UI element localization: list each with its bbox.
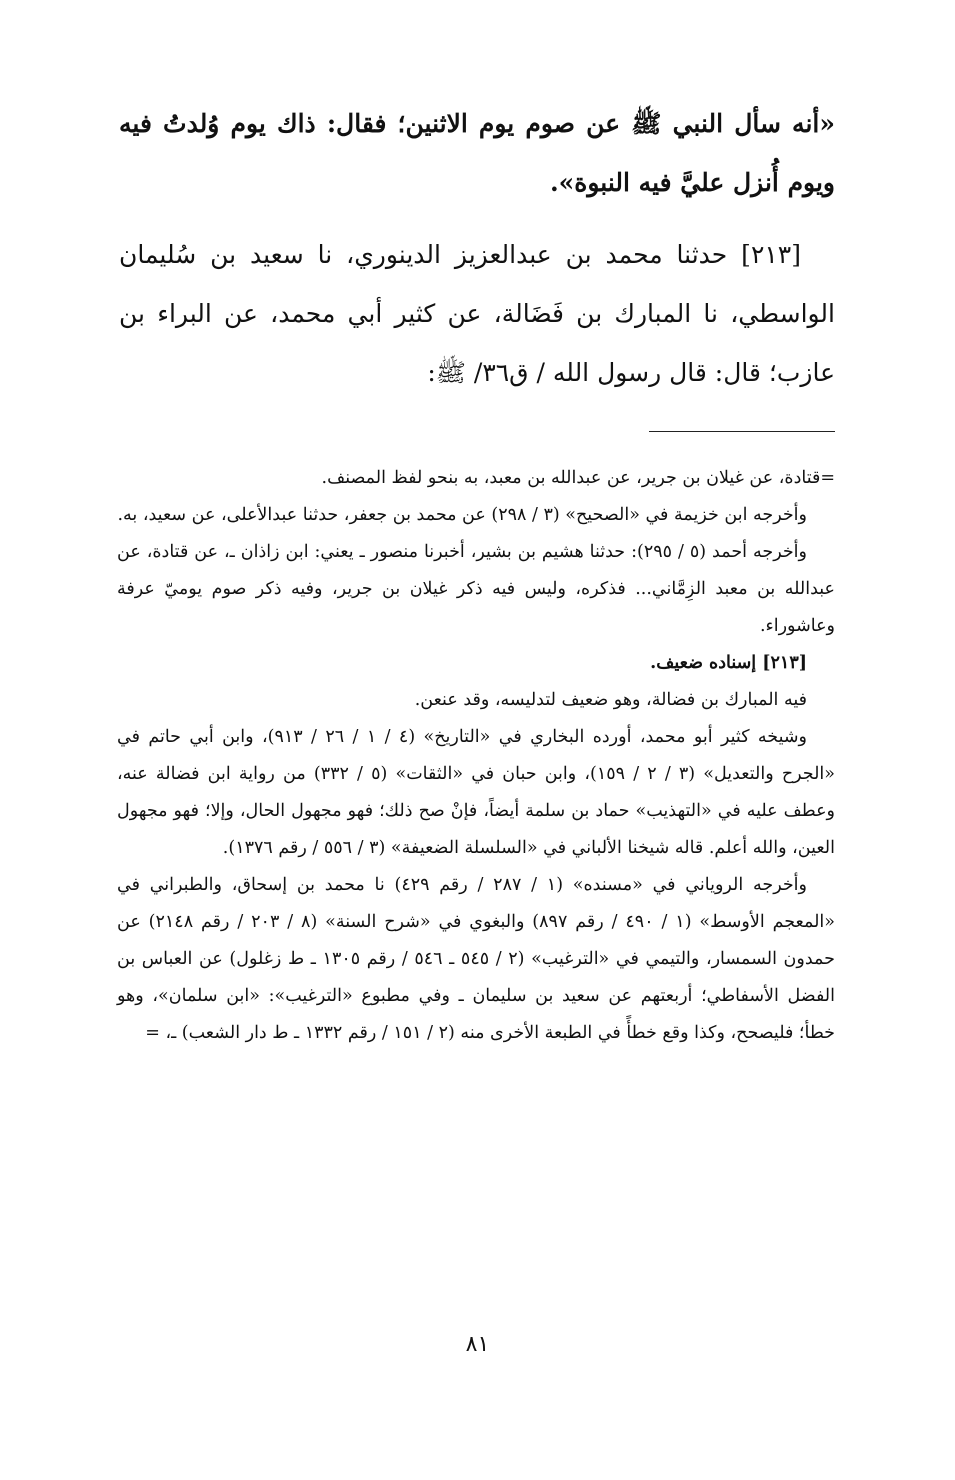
main-text-block	[119, 94, 835, 402]
footnote-ibn-khuzayma: وأخرجه ابن خزيمة في «الصحيح» (٣ / ٢٩٨) عن محمد بن جعفر، حدثنا عبدالأعلى، عن سعيد، به.	[117, 505, 807, 525]
hadith-text: «أنه سأل النبي ﷺ عن صوم يوم الاثنين؛ فقال: ذاك يوم وُلدتُ فيه ويوم أُنزل عليَّ فيه النبوة».	[119, 109, 835, 197]
footnote-kathir: وشيخه كثير أبو محمد، أورده البخاري في «التاريخ» (٤ / ١ / ٢٦ / ٩١٣)، وابن أبي حاتم في «الجرح والتعديل» (٣ / ٢ / ١٥٩)، وابن حبان في «الثقات» (٥ / ٣٣٢) من رواية ابن فضالة عنه، وعطف عليه في «التهذيب» حماد بن سلمة أيضاً، فإنْ صح ذلك؛ فهو مجهول الحال، وإلا؛ فهو مجهول العين، والله أعلم. قاله شيخنا الألباني في «السلسلة الضعيفة» (٣ / ٥٥٦ / رقم ١٣٧٦).	[117, 727, 835, 858]
footnote-mubarak: فيه المبارك بن فضالة، وهو ضعيف لتدليسه، وقد عنعن.	[414, 690, 807, 710]
footnote-continuation: =قتادة، عن غيلان بن جرير، عن عبدالله بن معبد، به بنحو لفظ المصنف.	[321, 468, 835, 488]
footnote-ahmad: وأخرجه أحمد (٥ / ٢٩٥): حدثنا هشيم بن بشير، أخبرنا منصور ـ يعني: ابن زاذان ـ، عن قتادة، عن عبدالله بن معبد الزِمَّاني... فذكره، وليس فيه ذكر غيلان بن جرير، وفيه ذكر صوم يوميّ عرفة وعاشوراء.	[117, 542, 835, 636]
hadith-213-chain: [٢١٣] حدثنا محمد بن عبدالعزيز الدينوري، نا سعيد بن سُليمان الواسطي، نا المبارك بن فَضَالة، عن كثير أبي محمد، عن البراء بن عازب؛ قال: قال رسول الله / ق٣٦/ ﷺ:	[119, 240, 836, 387]
footnotes-block	[117, 460, 835, 1052]
page-number: ٨١	[465, 1332, 490, 1357]
footnote-divider	[649, 431, 835, 432]
footnote-ruyani: وأخرجه الروياني في «مسنده» (١ / ٢٨٧ / رقم ٤٢٩) نا محمد بن إسحاق، والطبراني في «المعجم الأوسط» (١ / ٤٩٠ / رقم ٨٩٧) والبغوي في «شرح السنة» (٨ / ٢٠٣ / رقم ٢١٤٨) عن حمدون السمسار، والتيمي في «الترغيب» (٢ / ٥٤٥ ـ ٥٤٦ / رقم ١٣٠٥ ـ ط زغلول) عن العباس بن الفضل الأسفاطي؛ أربعتهم عن سعيد بن سليمان ـ وفي مطبوع «الترغيب»: «ابن سلمان»، وهو خطأ؛ فليصحح، وكذا وقع خطأً في الطبعة الأخرى منه (٢ / ١٥١ / رقم ١٣٣٢ ـ ط دار الشعب) ـ، =	[117, 875, 835, 1043]
footnote-heading-213: [٢١٣] إسناده ضعيف.	[650, 653, 807, 673]
